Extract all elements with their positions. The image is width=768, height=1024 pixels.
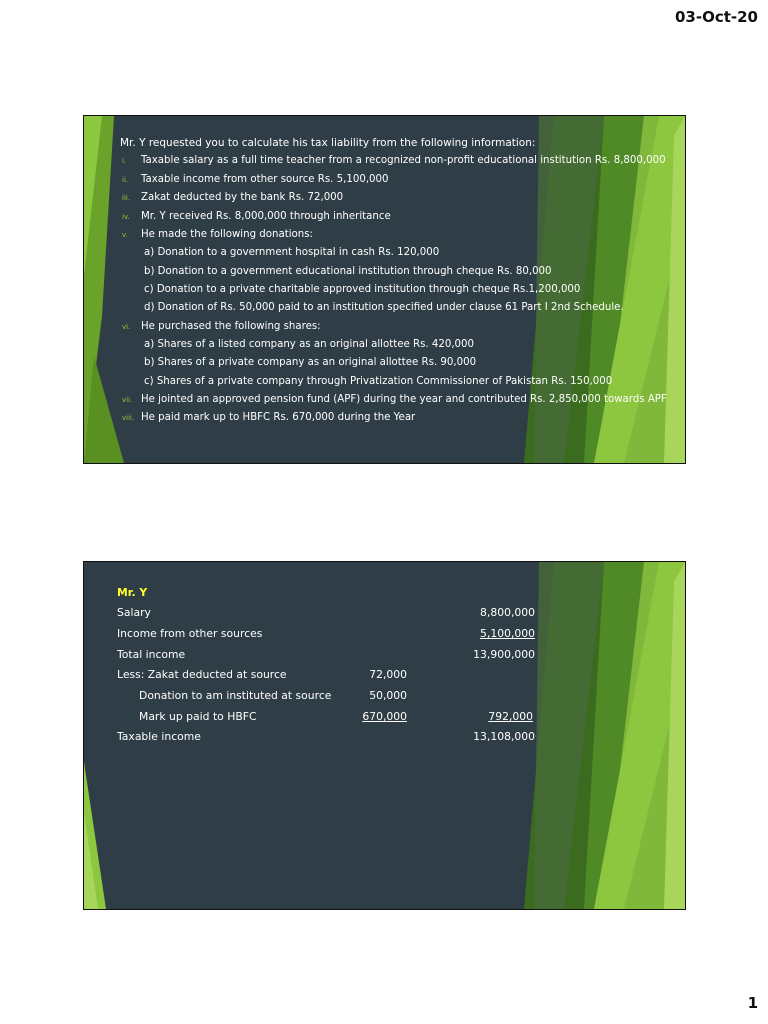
list-item: Mr. Y received Rs. 8,000,000 through inheritance — [141, 211, 391, 222]
item-number: i. — [122, 157, 127, 165]
item-number: vii. — [122, 396, 133, 404]
sub-item: a) Donation to a government hospital in cash Rs. 120,000 — [144, 247, 440, 258]
slide-1-intro: Mr. Y requested you to calculate his tax liability from the following information: — [120, 137, 536, 149]
row-mid-amount: 670,000 — [362, 710, 407, 723]
row-amount: 13,108,000 — [473, 730, 535, 743]
slide-2-title: Mr. Y — [117, 586, 148, 599]
item-number: ii. — [122, 176, 129, 184]
row-label: Donation to am instituted at source — [139, 689, 332, 702]
row-label: Mark up paid to HBFC — [139, 710, 257, 723]
item-number: viii. — [122, 414, 135, 422]
list-item: He made the following donations: — [141, 229, 313, 240]
row-label: Salary — [117, 606, 151, 619]
item-number: iii. — [122, 194, 131, 202]
row-amount: 8,800,000 — [480, 606, 535, 619]
item-number: v. — [122, 231, 128, 239]
sub-item: c) Shares of a private company through Privatization Commissioner of Pakistan Rs. 150,000 — [144, 376, 613, 387]
page-number: 1 — [747, 994, 758, 1012]
row-label: Taxable income — [117, 730, 201, 743]
row-label: Less: Zakat deducted at source — [117, 668, 287, 681]
slide-1-content — [84, 116, 685, 463]
header-date: 03-Oct-20 — [674, 8, 758, 26]
list-item: He paid mark up to HBFC Rs. 670,000 during the Year — [141, 412, 416, 423]
list-item: Taxable salary as a full time teacher from a recognized non-profit educational institution Rs. 8,800,000 — [141, 155, 666, 166]
sub-item: b) Shares of a private company as an original allottee Rs. 90,000 — [144, 357, 477, 368]
sub-item: b) Donation to a government educational institution through cheque Rs. 80,000 — [144, 266, 552, 277]
list-item: He jointed an approved pension fund (APF) during the year and contributed Rs. 2,850,000 towards APF — [141, 394, 667, 405]
row-label: Income from other sources — [117, 627, 263, 640]
slide-2-content — [84, 562, 685, 909]
item-number: iv. — [122, 213, 130, 221]
row-mid-amount: 72,000 — [369, 668, 407, 681]
row-amount: 792,000 — [488, 710, 533, 723]
slide-1 — [83, 115, 686, 464]
list-item: Zakat deducted by the bank Rs. 72,000 — [141, 192, 344, 203]
sub-item: d) Donation of Rs. 50,000 paid to an institution specified under clause 61 Part I 2nd Schedule. — [144, 302, 624, 313]
sub-item: a) Shares of a listed company as an original allottee Rs. 420,000 — [144, 339, 474, 350]
list-item: He purchased the following shares: — [141, 321, 321, 332]
item-number: vi. — [122, 323, 131, 331]
row-amount: 5,100,000 — [480, 627, 535, 640]
slide-2 — [83, 561, 686, 910]
row-mid-amount: 50,000 — [369, 689, 407, 702]
sub-item: c) Donation to a private charitable approved institution through cheque Rs.1,200,000 — [144, 284, 581, 295]
row-amount: 13,900,000 — [473, 648, 535, 661]
list-item: Taxable income from other source Rs. 5,100,000 — [141, 174, 389, 185]
row-label: Total income — [117, 648, 186, 661]
